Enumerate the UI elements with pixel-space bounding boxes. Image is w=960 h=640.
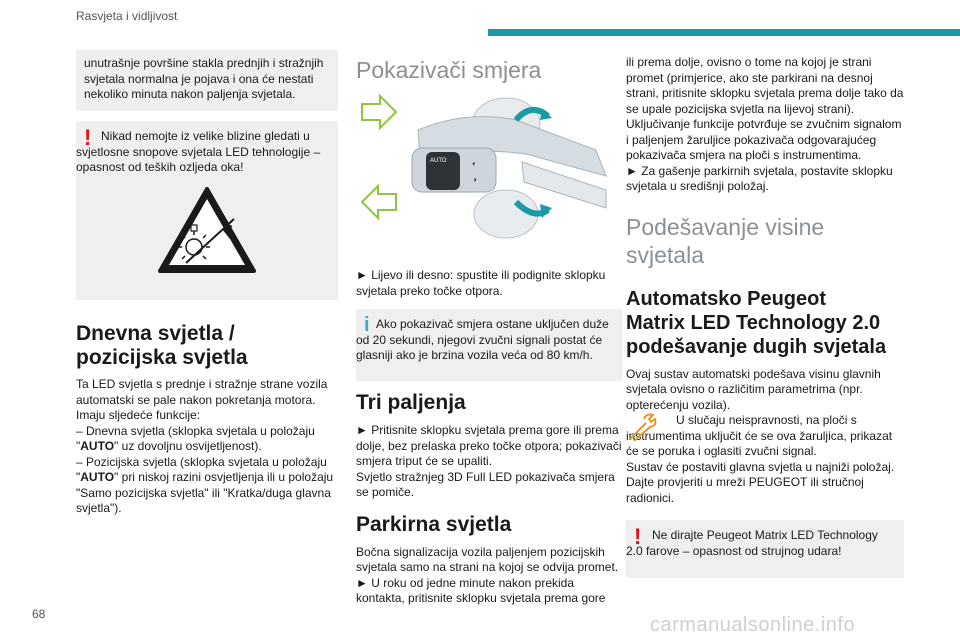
column-left xyxy=(76,50,338,517)
intro-note-text: unutrašnje površine stakla prednjih i stražnjih svjetala normalna je pojava i ona će nestati nekoliko minuta nakon paljenja svjetala. xyxy=(84,56,324,101)
drl-heading: Dnevna svjetla / pozicijska svjetla xyxy=(76,322,248,369)
drl-item-2: – Pozicijska svjetla (sklopka svjetala u položaju "AUTO" pri niskoj razini osvjetljenja ili u položaju "Samo pozicijska svjetla" ili "Kratka/duga glavna svjetla"). xyxy=(76,454,334,515)
fault-warning-block xyxy=(626,413,904,460)
matrix-led-paragraph-1: Ovaj sustav automatski podešava visinu glavnih svjetala ovisno o različitim parametrima (npr. opterećenju vozila). xyxy=(626,366,881,412)
lighting-stalk-figure xyxy=(356,90,622,240)
turn-signals-heading: Pokazivači smjera xyxy=(356,57,542,83)
shock-warning-box xyxy=(626,520,904,578)
headlamp-adjustment-heading: Podešavanje visine svjetala xyxy=(626,213,825,268)
no-look-at-light-icon xyxy=(156,185,258,280)
parking-lights-paragraph-2: ► U roku od jedne minute nakon prekida kontakta, pritisnite sklopku svjetala prema gore xyxy=(356,575,606,605)
matrix-led-heading: Automatsko Peugeot Matrix LED Technology 2.0 podešavanje dugih svjetala xyxy=(626,287,887,358)
parking-lights-paragraph-1: Bočna signalizacija vozila paljenjem pozicijskih svjetala samo na strani na kojoj se odvija promet. xyxy=(356,544,619,574)
intro-note-box xyxy=(76,50,338,111)
watermark: carmanualsonline.info xyxy=(650,614,856,636)
drl-body xyxy=(76,377,338,517)
turn-signal-info-text: Ako pokazivač smjera ostane uključen duže od 20 sekundi, njegovi zvučni signali postat će glasniji ako je brzina vozila veća od 80 km/h. xyxy=(356,317,609,362)
shock-warning-text: Ne dirajte Peugeot Matrix LED Technology 2.0 farove – opasnost od strujnog udara! xyxy=(626,528,878,558)
three-flashes-paragraph-1: ► Pritisnite sklopku svjetala prema gore ili prema dolje, bez prelaska preko točke otpora; pokazivači smjera triput će se upaliti. xyxy=(356,423,622,468)
parking-lights-off: ► Za gašenje parkirnih svjetala, postavite sklopku svjetala u središnji položaj. xyxy=(626,163,893,193)
drl-paragraph-1: Ta LED svjetla s prednje i stražnje strane vozila automatski se pale nakon pokretanja motora. xyxy=(76,377,328,407)
svg-text:◑: ◑ xyxy=(472,175,477,184)
header-accent-bar xyxy=(488,29,960,36)
drl-item-1: – Dnevna svjetla (sklopka svjetala u položaju "AUTO" uz dovoljnu osvijetljenost). xyxy=(76,423,315,453)
three-flashes-heading: Tri paljenja xyxy=(356,391,466,414)
svg-text:◐: ◐ xyxy=(472,159,477,168)
fault-warning-text: U slučaju neispravnosti, na ploči s instrumentima uključit će se ova žaruljica, prikazat će se poruka i oglasiti zvučni signal. xyxy=(626,413,893,458)
eye-warning-text: Nikad nemojte iz velike blizine gledati u svjetlosne snopove svjetala LED tehnologije – opasnost od teških ozljeda oka! xyxy=(76,129,321,174)
warning-exclamation-icon: ! xyxy=(634,524,642,549)
column-right xyxy=(626,55,904,578)
right-arrow-icon xyxy=(362,96,396,128)
running-header: Rasvjeta i vidljivost xyxy=(76,9,178,23)
info-icon: i xyxy=(364,314,370,336)
matrix-led-paragraph-2: Sustav će postaviti glavna svjetla u najniži položaj. xyxy=(626,459,895,474)
parking-lights-continued: ili prema dolje, ovisno o tome na kojoj je strani promet (primjerice, ako ste parkirani na desnoj strani, pritisnite sklopku svjetala prema dolje tako da se upale pozicijska svjetla na lijevoj strani). xyxy=(626,55,904,116)
warning-exclamation-icon: ! xyxy=(84,125,92,150)
wrench-service-icon xyxy=(626,413,666,446)
parking-lights-confirmation: Uključivanje funkcije potvrđuje se zvučnim signalom i paljenjem žaruljice pokazivača odgovarajućeg pokazivača smjera na ploči s instrumentima. xyxy=(626,117,902,162)
three-flashes-paragraph-2: Svjetlo stražnjeg 3D Full LED pokazivača smjera se pomiče. xyxy=(356,469,615,499)
column-middle xyxy=(356,50,622,607)
svg-text:AUTO: AUTO xyxy=(430,158,447,164)
eye-warning-box xyxy=(76,121,338,300)
turn-signal-info-box xyxy=(356,309,622,381)
parking-lights-heading: Parkirna svjetla xyxy=(356,512,512,536)
matrix-led-paragraph-3: Dajte provjeriti u mreži PEUGEOT ili stručnoj radionici. xyxy=(626,475,864,505)
turn-signals-instruction: ► Lijevo ili desno: spustite ili podignite sklopku svjetala preko točke otpora. xyxy=(356,268,606,298)
left-arrow-icon xyxy=(362,186,396,218)
page-number: 68 xyxy=(32,607,46,621)
drl-paragraph-2: Imaju sljedeće funkcije: xyxy=(76,408,201,422)
